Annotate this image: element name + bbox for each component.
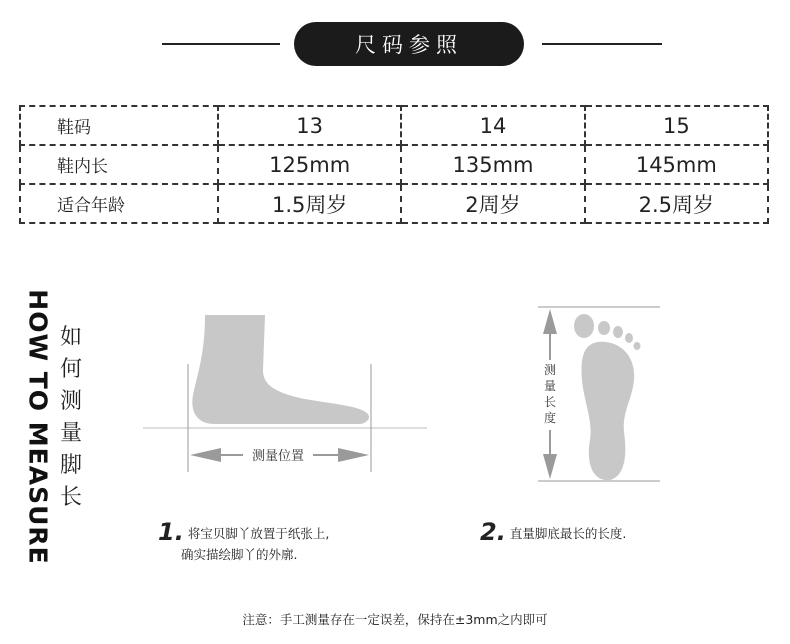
table-row: [20, 106, 768, 145]
table-cell: 145mm: [585, 145, 768, 184]
step-text: 确实描绘脚丫的外廓.: [181, 547, 298, 562]
how-to-measure-cn: [60, 322, 84, 514]
step-text: 将宝贝脚丫放置于纸张上,: [187, 526, 330, 541]
row-header: 鞋内长: [20, 145, 218, 184]
measure-length-char: 度: [543, 411, 557, 425]
size-table: [19, 105, 769, 224]
foot-side-diagram: [135, 300, 435, 480]
step-number: 1.: [158, 518, 184, 546]
measure-length-char: 长: [543, 395, 557, 409]
table-cell: 125mm: [218, 145, 401, 184]
step-1: [158, 518, 330, 565]
table-row: [20, 184, 768, 223]
cn-title-char: 脚: [60, 453, 83, 478]
how-to-measure-text: HOW TO MEASURE: [23, 289, 53, 565]
cn-title-char: 何: [60, 357, 83, 382]
table-cell: 1.5周岁: [218, 184, 401, 223]
step-number: 2.: [480, 518, 506, 546]
how-to-measure-title: [18, 289, 58, 565]
arrow-right-icon: [338, 448, 369, 462]
foot-side-icon: [192, 315, 369, 424]
row-header: 适合年龄: [20, 184, 218, 223]
table-cell: 2.5周岁: [585, 184, 768, 223]
header-divider-right: [542, 43, 662, 45]
arrow-down-icon: [543, 454, 557, 479]
cn-title-char: 测: [60, 389, 83, 414]
table-row: [20, 145, 768, 184]
measure-length-char: 测: [543, 363, 557, 377]
cn-title-char: 长: [60, 485, 83, 510]
cn-title-char: 如: [60, 325, 83, 350]
measure-length-char: 量: [543, 379, 557, 393]
measurement-note: 注意：手工测量存在一定误差，保持在±3mm之内即可: [242, 612, 548, 627]
table-cell: 2周岁: [401, 184, 584, 223]
measure-position-label: 测量位置: [251, 449, 305, 464]
arrow-left-icon: [190, 448, 221, 462]
table-cell: 14: [401, 106, 584, 145]
header-title: 尺码参照: [294, 22, 524, 66]
section-header: [0, 18, 790, 68]
header-divider-left: [162, 43, 280, 45]
table-cell: 15: [585, 106, 768, 145]
foot-sole-diagram: [530, 302, 670, 487]
step-2: [480, 518, 627, 546]
table-cell: 135mm: [401, 145, 584, 184]
table-cell: 13: [218, 106, 401, 145]
cn-title-char: 量: [60, 421, 83, 446]
row-header: 鞋码: [20, 106, 218, 145]
foot-sole-icon: [574, 314, 641, 480]
arrow-up-icon: [543, 309, 557, 334]
step-text: 直量脚底最长的长度.: [509, 526, 627, 541]
